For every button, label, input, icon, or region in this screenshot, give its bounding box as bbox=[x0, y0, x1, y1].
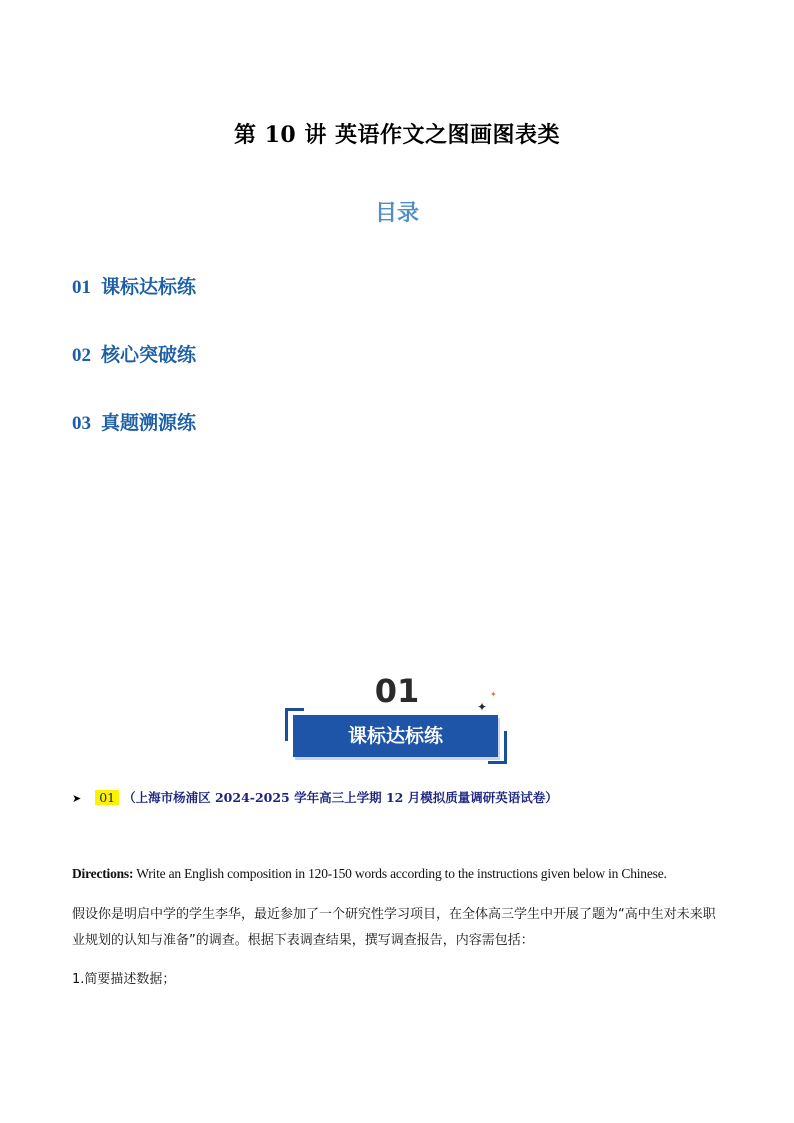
toc-item-number: 01 bbox=[72, 277, 91, 298]
section-badge-label: 课标达标练 bbox=[293, 715, 498, 757]
toc-heading: 目录 bbox=[374, 201, 419, 226]
sparkle-icon: ✦ bbox=[477, 700, 488, 714]
question-source: （上海市杨浦区 2024-2025 学年高三上学期 12 月模拟质量调研英语试卷） bbox=[123, 790, 558, 805]
directions-paragraph bbox=[72, 862, 724, 886]
toc-item-label: 真题溯源练 bbox=[101, 412, 197, 434]
toc-item-1[interactable] bbox=[72, 272, 196, 299]
toc-item-2[interactable] bbox=[72, 340, 196, 367]
sparkle-icon: ✦ bbox=[490, 690, 497, 699]
toc-item-number: 02 bbox=[72, 345, 91, 366]
prompt-paragraph: 假设你是明启中学的学生李华，最近参加了一个研究性学习项目，在全体高三学生中开展了题为“高中生对未来职业规划的认知与准备”的调查。根据下表调查结果，撰写调查报告，内容需包括： bbox=[72, 907, 716, 948]
directions-text: Write an English composition in 120-150 words according to the instructions given below in Chinese. bbox=[133, 866, 667, 881]
page-title: 第 10 讲 英语作文之图画图表类 bbox=[233, 122, 561, 148]
arrow-bullet-icon: ➤ bbox=[72, 792, 82, 805]
directions-label: Directions: bbox=[72, 866, 134, 881]
toc-item-3[interactable] bbox=[72, 408, 196, 435]
question-header bbox=[72, 788, 558, 806]
section-badge-number: 01 bbox=[374, 672, 420, 710]
toc-item-label: 核心突破练 bbox=[101, 344, 197, 366]
question-number: 01 bbox=[95, 790, 119, 805]
toc-item-label: 课标达标练 bbox=[101, 276, 197, 298]
toc-item-number: 03 bbox=[72, 413, 91, 434]
requirement-item: 1.简要描述数据； bbox=[72, 972, 176, 987]
